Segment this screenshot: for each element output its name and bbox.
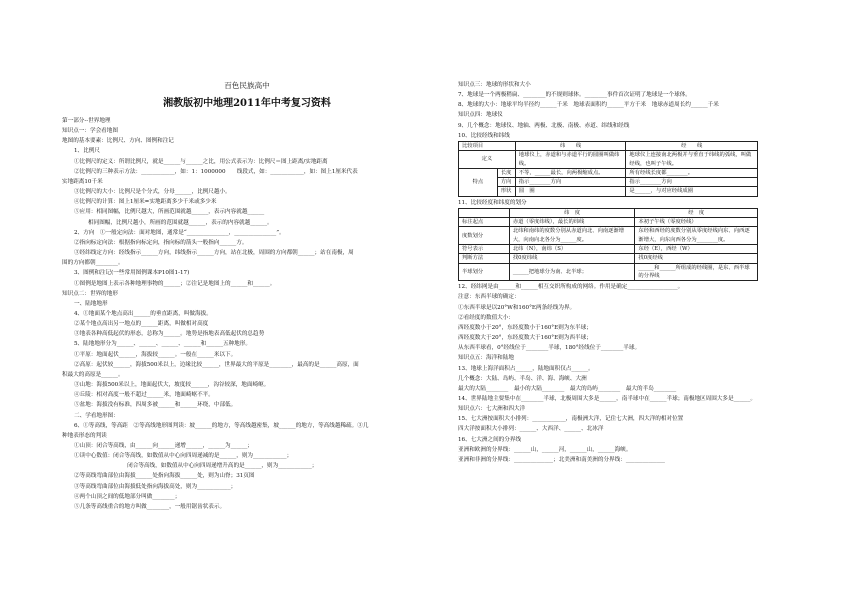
school-name: 百色民族高中 [224, 81, 270, 90]
text-line: ③等高线弯曲部位由海拔低处指向海拔高处，则为____________； [74, 483, 237, 490]
table-cell: 方向 [497, 178, 515, 187]
table-cell: 赤道（零度纬线），最长的纬线 [509, 218, 635, 227]
text-line: ②指向标定向法：根据指向标定向，指向标的箭头一般指向______方。 [74, 239, 248, 246]
table-cell: 不等，______最长，向两极缩成点。 [515, 168, 626, 177]
table-cell: 特点 [459, 168, 498, 196]
table-cell: 找0度纬线 [509, 254, 635, 263]
table-row [459, 168, 758, 177]
text-line: 1、比例尺 [74, 148, 100, 155]
table-cell: 指示________方向 [515, 178, 626, 187]
text-line: 5、陆地地形分为______、______、______、______和______五种地形。 [74, 341, 251, 348]
text-line: ⑤应用：相同图幅，比例尺越大，所画范围就越______，表示内容就越______ [74, 209, 265, 216]
table-row [459, 178, 758, 187]
table-cell: 纬 度 [509, 208, 635, 217]
text-line: ①东西半球是以20°W和160°E两条经线为界。 [458, 304, 576, 311]
text-line: 四大洋按面积大小排列：______、大西洋、______、北冰洋 [458, 426, 604, 433]
table-cell: 符号表示 [459, 245, 510, 254]
text-line: ⑤几条等高线重合的地方叫做________，一般用锯齿状表示。 [74, 503, 226, 510]
text-line: 亚洲和非洲的分界线：______________；北美洲和南美洲的分界线：______________ [458, 456, 665, 463]
table-cell: 东经和西经的度数分别从零度经线向东、向西逐渐增大，向东向西各分为________度。 [635, 227, 758, 245]
text-line: 8、地球的大小：地球平均半径约______千米 地球表面积约______平方千米 地球赤道周长约______千米 [458, 102, 719, 109]
left-column-body [62, 116, 432, 512]
table-cell: 纬 线 [515, 141, 626, 150]
text-line: 2、方向 ①一般定向法：面对地图，通常是“_______________，_______________”。 [74, 229, 285, 236]
text-line: ①山顶：闭合等高线，由______向______递增______，______为______； [74, 443, 254, 449]
text-line: 地图的基本要素：比例尺、方向、图例和注记 [62, 138, 174, 145]
table-cell: 标注起点 [459, 218, 510, 227]
text-line: ①图例是地图上表示各种地理事物的______；②注记是地图上的______和______。 [74, 280, 276, 287]
table-cell: 形状 [497, 187, 515, 196]
text-line: 西经度数大于20°，东经度数大于160°E则为西半球； [458, 335, 592, 342]
text-line: 15、七大洲按面积大小排列：____________，南极洲大洋，记住七大洲，四大洋的相对位置 [458, 416, 684, 423]
table-cell: 定义 [459, 151, 516, 169]
text-line: ②某个地点高出另一地点的______距离，叫做相对高度 [74, 321, 209, 328]
document-title: 湘教版初中地理2011年中考复习资料 [163, 98, 331, 109]
text-line: ①读中心数值：闭合等高线，如数值从中心向四周递减的是______，则为____________； [74, 453, 293, 460]
table-cell: 北纬（N），南纬（S） [509, 245, 635, 254]
meridian-parallel-table [458, 141, 758, 197]
table-row [459, 208, 758, 217]
text-line: 知识点一：学会看地图 [62, 128, 118, 135]
table-cell [459, 208, 510, 217]
text-line: 注意：东西半球的确定： [458, 294, 520, 301]
text-line: 第一部分--世界地理 [62, 118, 111, 124]
text-line: 9、几个概念：地球仪、地轴、两极、北极、南极、赤道、纬线和经线 [458, 122, 630, 129]
text-line: 积最大的高原是______。 [62, 371, 124, 378]
text-line: ①平原：地面起伏______，海拔较______。一般在______米以下。 [74, 351, 237, 358]
text-line: 围的方向都朝________。 [62, 260, 124, 267]
table-cell: ______把地球分为南、北半球； [509, 263, 635, 281]
text-line: 种地表形态的判读 [62, 432, 107, 439]
table-cell: 地球仪上，赤道和与赤道平行的圆圈叫做纬线。 [515, 151, 626, 169]
right-column-bottom [458, 282, 782, 465]
table-cell: 是______，与对应经线成圈 [626, 187, 758, 196]
text-line: ④比例尺的计算：图上1厘米=实地距离多少千米或多少米 [74, 199, 217, 206]
table-cell: 北纬和南纬的度数分别从赤道向北、向南逐渐增大，向南向北各分为______度。 [509, 227, 635, 245]
table-row [459, 227, 758, 245]
table-cell: 比较项目 [459, 141, 516, 150]
text-line: 亚洲和欧洲的分界线：______山，______河，______山，______海峡。 [458, 446, 632, 453]
right-column-middle [458, 198, 782, 208]
text-line: 11、比较经度和纬度的划分 [458, 199, 527, 206]
text-line: 从东西半球看，0°经线位于________半球，180°经线位于________半球。 [458, 345, 641, 352]
table-cell: 经 度 [635, 208, 758, 217]
table-cell: ______和______所组成的经线圈，是东、西半球的分界线 [635, 263, 758, 281]
text-line: 西经度数小于20°，东经度数小于160°E则为东半球； [458, 324, 592, 331]
text-line: 6、①等高线，等高距 ②等高线地形图判读：坡______的地方，等高线越密集，坡______的地方，等高线越稀疏。③几 [74, 422, 369, 429]
text-line: 相同图幅，比例尺越小，所画的范围就越______，表示的内容就越______。 [88, 219, 273, 226]
text-line: ①比例尺的定义：所谓比例尺，就是______与______之比，用公式表示为：比例尺＝图上距离/实地距离 [74, 158, 328, 165]
text-line: 知识点四：地球仪 [458, 112, 503, 119]
table-cell: 指示________方向 [626, 178, 758, 187]
text-line: 14、世界陆地主要集中在________半球，北极周围大多是______，南半球中在______半球；南极地区周围大多是______。 [458, 395, 756, 402]
text-line: ②比例尺的三种表示方法：____________，如：1：1000000 线段式，如：____________，如：图上1厘米代表 [74, 168, 358, 175]
table-row [459, 263, 758, 281]
latitude-longitude-table [458, 208, 758, 281]
table-row [459, 218, 758, 227]
table-cell: 半球划分 [459, 263, 510, 281]
table-cell: 长度 [497, 168, 515, 177]
table-cell: 圆 圈 [515, 187, 626, 196]
text-line: 知识点三：地球的形状和大小 [458, 82, 531, 88]
table-cell: 经 线 [626, 141, 758, 150]
text-line: 12、经纬网是由______和______相互交织所构成的网络。作用是确定__________________。 [458, 284, 684, 291]
table-cell: 找0度经线 [635, 254, 758, 263]
text-line: ②等高线弯曲部位由海拔______处指向海拔______处，则为山脊；31页图 [74, 473, 255, 480]
text-line: 实地距离10千米 [62, 178, 103, 185]
table-cell: 东经（E），西经（W） [635, 245, 758, 254]
text-line: 最大的大陆________ 最小的大陆________ 最大的岛屿________ 最大的半岛________ [458, 385, 677, 392]
text-line: 4、①地面某个地点高出______的垂直距离，叫做海拔。 [74, 310, 212, 317]
text-line: ③山地：海拔500米以上，地面起伏大，坡度较______，沟谷较深，地面崎岖。 [74, 382, 270, 389]
table-cell: 判断方法 [459, 254, 510, 263]
text-line: 知识点六：七大洲和四大洋 [458, 406, 526, 413]
text-line: 知识点二：世界的地形 [62, 290, 118, 297]
text-line: 16、七大洲之间的分界线 [458, 436, 522, 443]
text-line: 闭合等高线，如数值从中心向四周递增升高的是______，则为____________； [88, 463, 318, 470]
text-line: 二、学看地形图： [74, 412, 119, 419]
text-line: ⑤盆地：海拔没有标准，四周多被______和______环绕，中部低。 [74, 402, 237, 409]
left-column [62, 0, 432, 512]
text-line: ③地表各种高低起伏的形态，总称为______。地势是指地表高低起伏的总趋势 [74, 331, 265, 338]
text-line: ②看经度的数值大小： [458, 314, 514, 321]
text-line: ④两个山顶之间的低地部分叫做________； [74, 493, 181, 500]
table-cell: 地球仪上连接南北两极并与垂直于纬线的弧线，叫做经线，也叫子午线。 [626, 151, 758, 169]
text-line: 几个概念：大陆、岛屿、半岛、洋、海、海峡、大洲 [458, 375, 587, 382]
table-row [459, 254, 758, 263]
text-line: 知识点五：海洋和陆地 [458, 355, 514, 362]
text-line: ④丘陵：相对高度一般不超过______米，地面崎岖不平。 [74, 392, 214, 399]
text-line: ③经纬线定方向：经线指示______方向，纬线指示______方向，站在北极，周围的方向都朝______；站在南极，周 [74, 250, 354, 257]
text-line: 7、地球是一个两极稍扁、________的不规则球体。________事件首次证明了地球是一个球体。 [458, 92, 691, 99]
table-cell: 度数划分 [459, 227, 510, 245]
text-line: ③比例尺的大小：比例尺是个分式，分母______，比例尺越小。 [74, 189, 231, 196]
text-line: ②高原：起伏较______，海拔500米以上，边缘比较______，世界最大的平原是________，最高的是______高原，面 [74, 361, 359, 368]
text-line: 3、图例和注记(一些常用图例课本P10图1-17) [74, 270, 190, 277]
right-column-top [458, 80, 782, 141]
table-cell: 所有经线长度都________。 [626, 168, 758, 177]
right-column [458, 0, 782, 465]
text-line: 10、比较经线和纬线 [458, 132, 510, 139]
text-line: 13、地球上海洋面积占______，陆地面积仅占______。 [458, 365, 594, 372]
table-row [459, 187, 758, 196]
table-row [459, 245, 758, 254]
table-row [459, 151, 758, 169]
text-line: 一、陆地地形 [74, 300, 108, 307]
table-row [459, 141, 758, 150]
table-cell: 本初子午线（零度经线） [635, 218, 758, 227]
